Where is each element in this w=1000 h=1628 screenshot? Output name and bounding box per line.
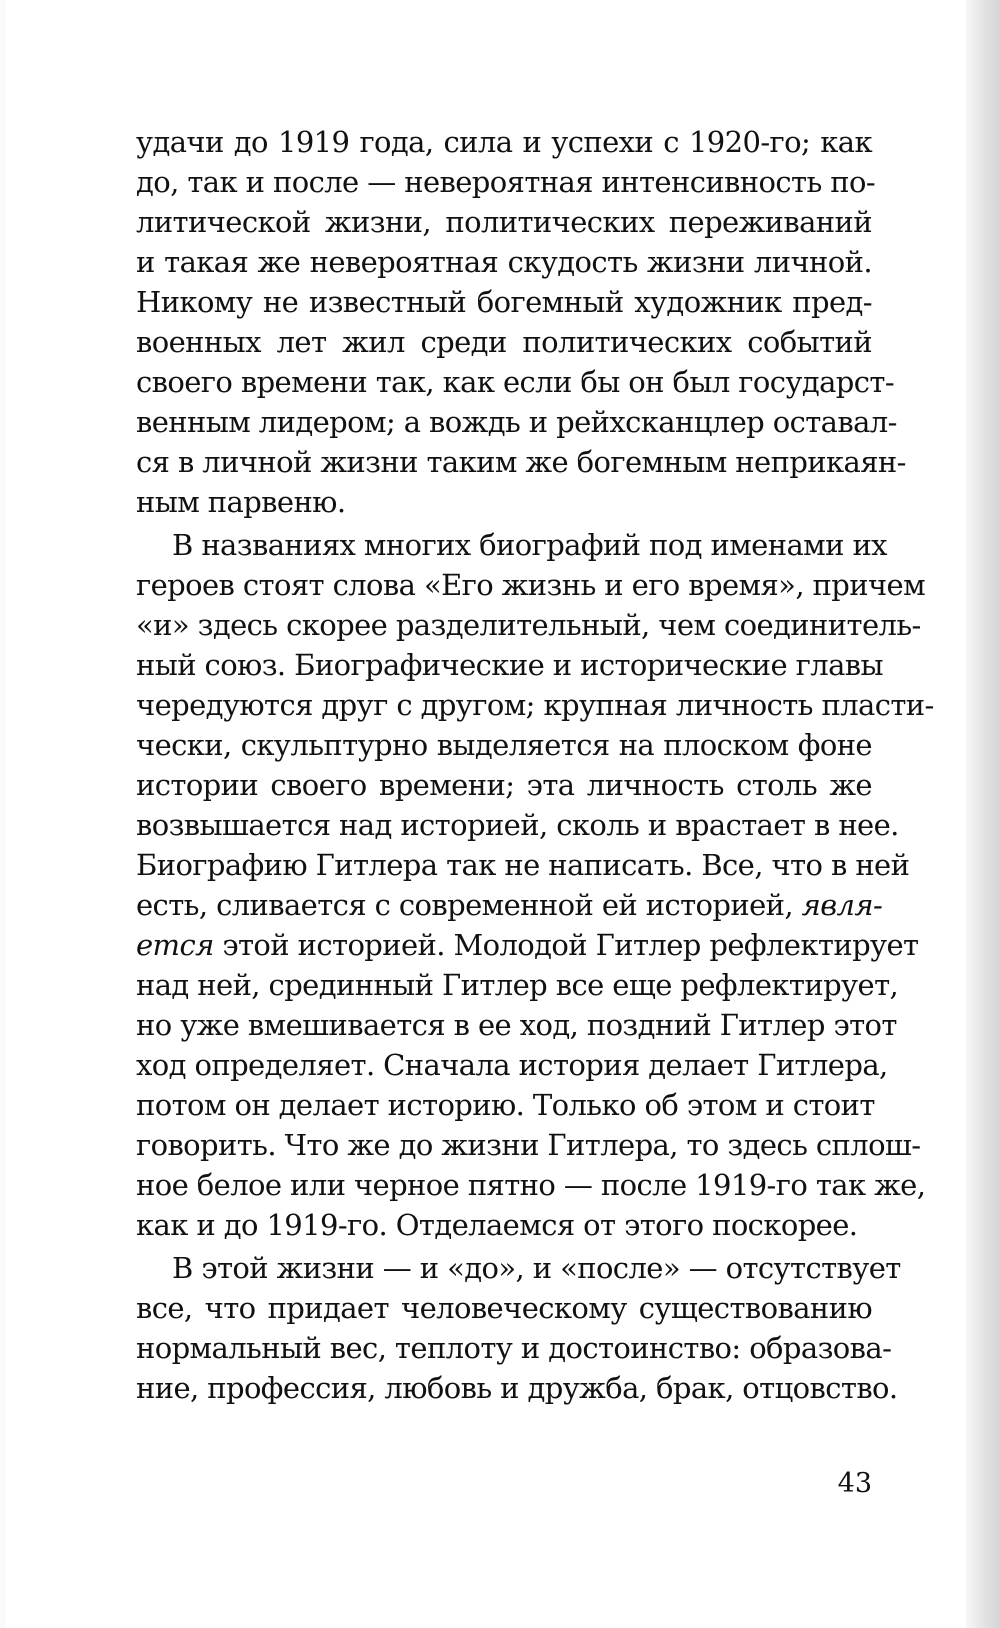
page-number: 43 <box>837 1468 872 1499</box>
text-line: нормальный вес, теплоту и достоинство: образова- <box>136 1331 892 1365</box>
paragraph-2 <box>136 525 934 1245</box>
italic-word: ется <box>136 928 214 962</box>
text-line: потом он делает историю. Только об этом и стоит <box>136 1088 875 1122</box>
text-line: возвышается над историей, сколь и врастает в нее. <box>136 808 899 842</box>
text-line: своего времени так, как если бы он был государст- <box>136 365 895 399</box>
text-line: венным лидером; а вождь и рейхсканцлер оставал- <box>136 405 897 439</box>
text-line: ный союз. Биографические и исторические главы <box>136 648 883 682</box>
text-line: ние, профессия, любовь и дружба, брак, отцовство. <box>136 1371 898 1405</box>
text-line: чески, скульптурно выделяется на плоском фоне <box>136 728 872 762</box>
text-line: над ней, срединный Гитлер все еще рефлектирует, <box>136 968 899 1002</box>
text-line: говорить. Что же до жизни Гитлера, то здесь сплош- <box>136 1128 921 1162</box>
text-line: истории своего времени; эта личность столь же <box>136 768 872 802</box>
text-line-segment: этой историей. Молодой Гитлер рефлектирует <box>213 928 919 962</box>
text-line: героев стоят слова «Его жизнь и его время», причем <box>136 568 926 602</box>
text-line: чередуются друг с другом; крупная личность пласти- <box>136 688 934 722</box>
italic-word: явля- <box>801 888 883 922</box>
text-line-with-italic <box>136 885 883 925</box>
text-line: как и до 1919-го. Отделаемся от этого поскорее. <box>136 1208 858 1242</box>
text-line: удачи до 1919 года, сила и успехи с 1920-го; как <box>136 125 872 159</box>
text-line: В этой жизни — и «до», и «после» — отсутствует <box>172 1251 901 1285</box>
text-line: литической жизни, политических переживаний <box>136 205 872 239</box>
page-left-edge <box>0 0 6 1628</box>
text-line: все, что придает человеческому существованию <box>136 1291 872 1325</box>
text-line: Никому не известный богемный художник пред- <box>136 285 872 319</box>
paragraph-3 <box>136 1248 901 1408</box>
text-line: но уже вмешивается в ее ход, поздний Гитлер этот <box>136 1008 897 1042</box>
text-line-segment: есть, сливается с современной ей историей, <box>136 888 802 922</box>
text-line: ным парвеню. <box>136 485 346 519</box>
text-line: до, так и после — невероятная интенсивность по- <box>136 165 876 199</box>
text-line: ход определяет. Сначала история делает Гитлера, <box>136 1048 888 1082</box>
text-line: ное белое или черное пятно — после 1919-го так же, <box>136 1168 926 1202</box>
paragraph-1 <box>136 122 906 522</box>
text-line-with-italic <box>136 925 919 965</box>
text-line: «и» здесь скорее разделительный, чем соединитель- <box>136 608 921 642</box>
page-gutter-shadow <box>966 0 1000 1628</box>
text-line: ся в личной жизни таким же богемным неприкаян- <box>136 445 906 479</box>
text-line: военных лет жил среди политических событий <box>136 325 872 359</box>
text-line: В названиях многих биографий под именами их <box>172 528 887 562</box>
text-line: и такая же невероятная скудость жизни личной. <box>136 245 872 279</box>
body-text <box>136 122 934 1408</box>
text-line: Биографию Гитлера так не написать. Все, что в ней <box>136 848 910 882</box>
